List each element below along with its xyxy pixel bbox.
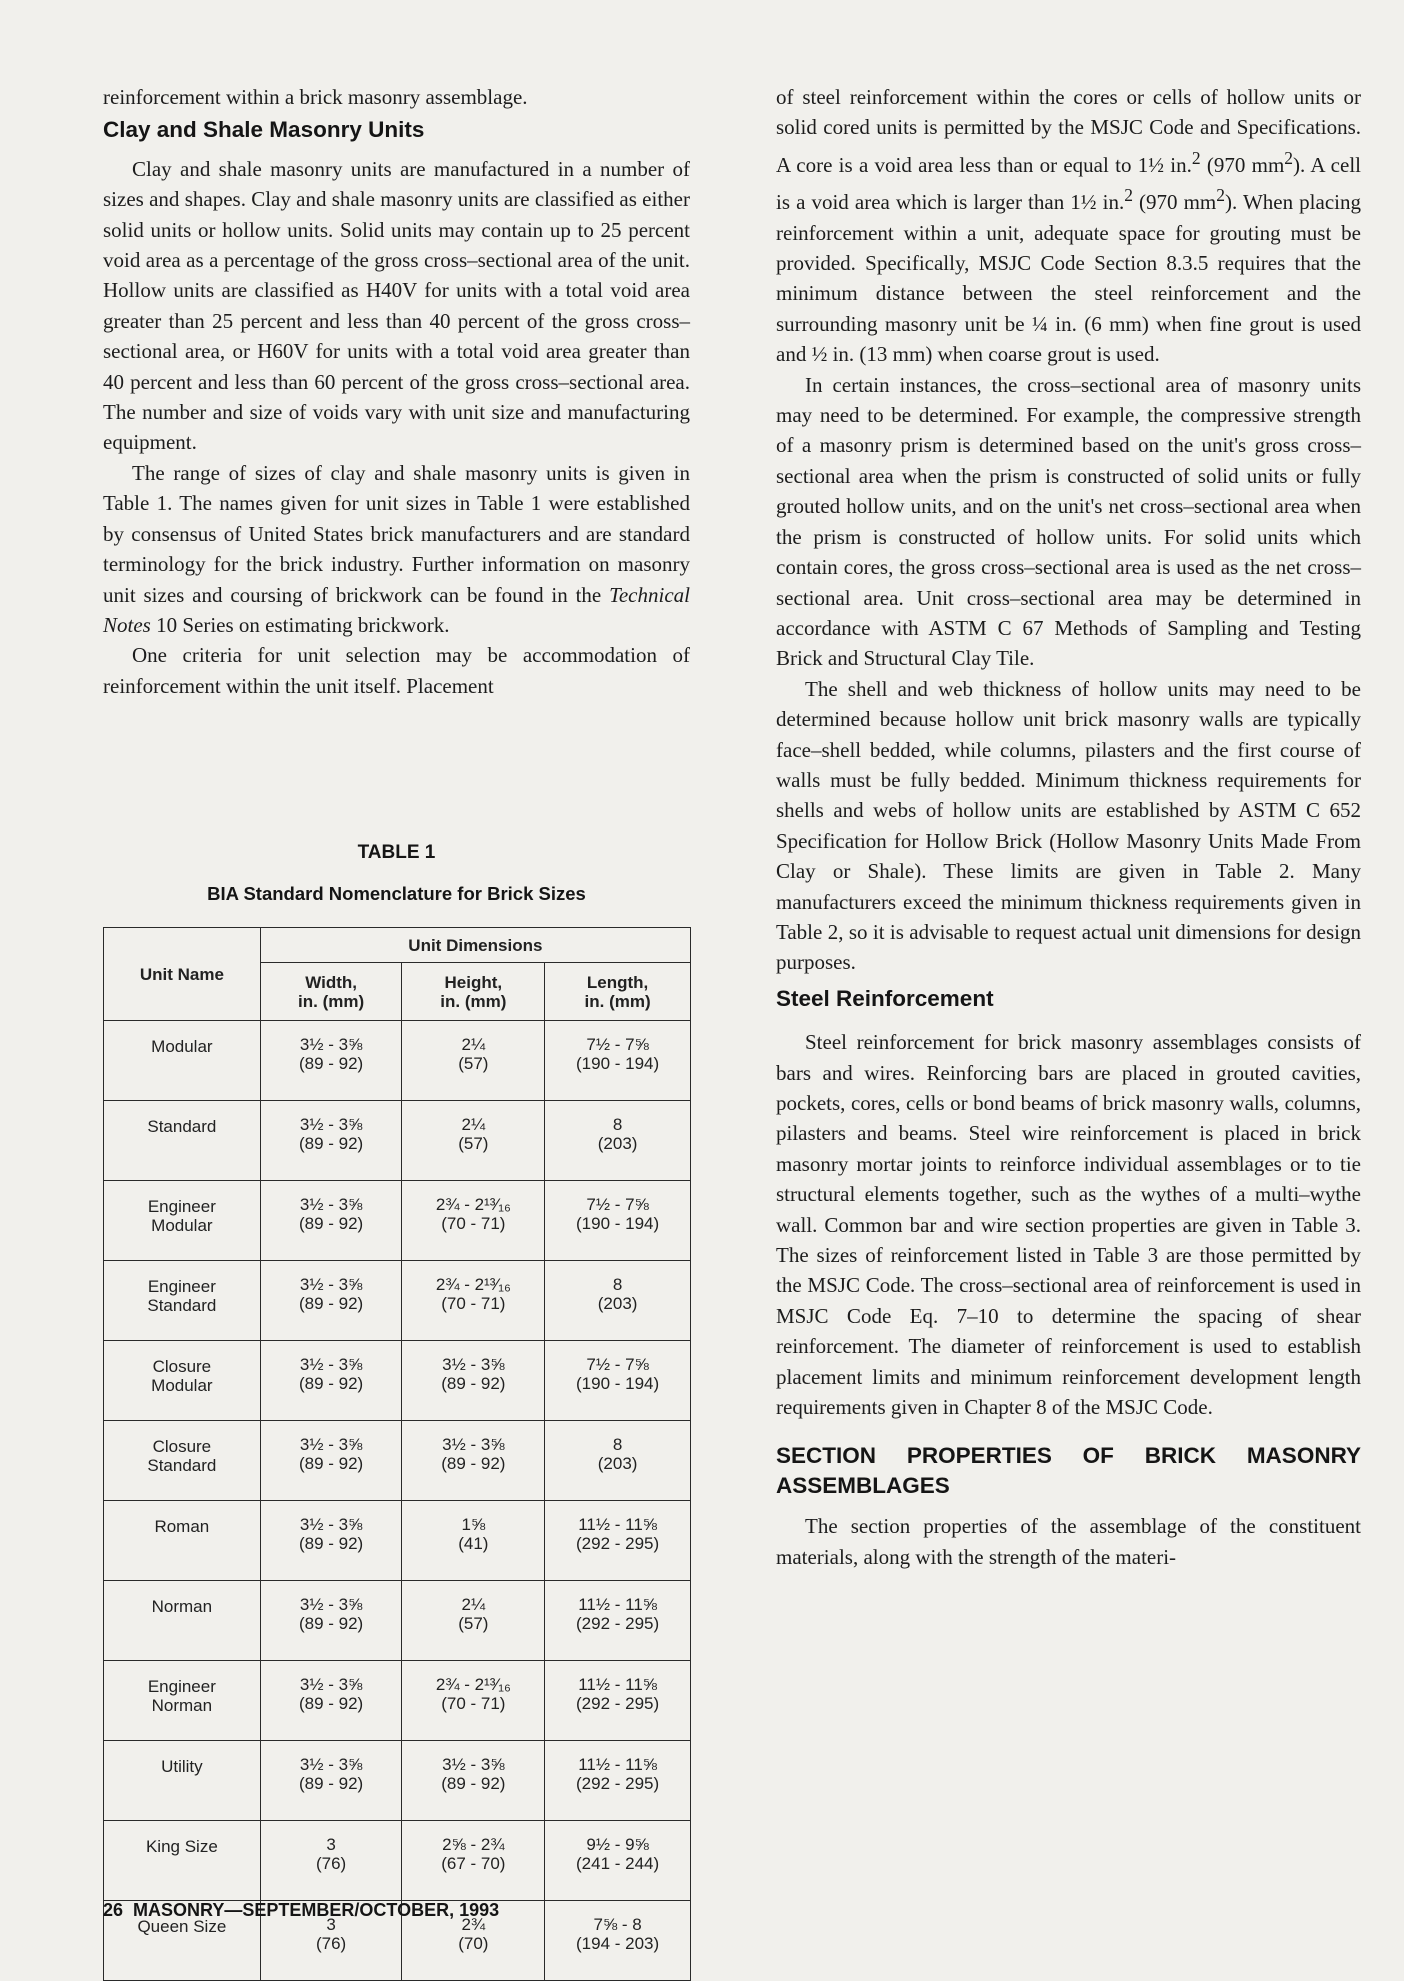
paragraph: One criteria for unit selection may be accommodation of reinforcement within the unit itself. Placement bbox=[103, 643, 690, 698]
length-cell: 7½ - 7⅝ (190 - 194) bbox=[545, 1341, 691, 1421]
paragraph: Clay and shale masonry units are manufactured in a number of sizes and shapes. Clay and shale masonry units are classified as either solid units or hollow units. Solid units may contain up to 25 percent void area as a percentage of the gross cross–sectional area of the unit. Hollow units are classified as H40V for units with a total void area greater than 25 percent and less than 40 percent of the gross cross–sectional area, or H60V for units with a total void area greater than 40 percent and less than 60 percent of the gross cross–sectional area. The number and size of voids vary with unit size and manufacturing equipment. bbox=[103, 156, 690, 455]
paragraph-text: ). When placing reinforcement within a unit, adequate space for grouting must be provided. Specifically, MSJC Code Section 8.3.5 requires that the minimum distance between the steel reinforcement and the surrounding masonry unit be ¼ in. (6 mm) when fine grout is used and ½ in. (13 mm) when coarse grout is used. bbox=[776, 190, 1361, 367]
table-row bbox=[104, 1101, 691, 1181]
table-row bbox=[104, 1261, 691, 1341]
table-row bbox=[104, 1021, 691, 1101]
header-unit-name: Unit Name bbox=[104, 928, 261, 1021]
unit-name-cell: Roman bbox=[104, 1501, 261, 1581]
length-cell: 11½ - 11⅝ (292 - 295) bbox=[545, 1741, 691, 1821]
paragraph bbox=[103, 458, 690, 640]
intro-line: reinforcement within a brick masonry assemblage. bbox=[103, 85, 528, 109]
header-width: Width, in. (mm) bbox=[260, 963, 402, 1021]
header-unit-dimensions: Unit Dimensions bbox=[260, 928, 690, 963]
height-cell: 3½ - 3⅝ (89 - 92) bbox=[402, 1341, 545, 1421]
width-cell: 3½ - 3⅝ (89 - 92) bbox=[260, 1501, 402, 1581]
table-row bbox=[104, 1501, 691, 1581]
height-cell: 2¾ (70) bbox=[402, 1901, 545, 1981]
table-title: BIA Standard Nomenclature for Brick Sizes bbox=[207, 883, 586, 904]
table-number: TABLE 1 bbox=[357, 842, 436, 863]
superscript: 2 bbox=[1191, 147, 1201, 168]
page-number: 26 bbox=[103, 1900, 124, 1920]
width-cell: 3½ - 3⅝ (89 - 92) bbox=[260, 1261, 402, 1341]
heading-steel-reinforcement: Steel Reinforcement bbox=[776, 985, 994, 1011]
table-row bbox=[104, 1421, 691, 1501]
length-cell: 11½ - 11⅝ (292 - 295) bbox=[545, 1661, 691, 1741]
height-cell: 2¾ - 2¹³⁄₁₆ (70 - 71) bbox=[402, 1181, 545, 1261]
length-cell: 9½ - 9⅝ (241 - 244) bbox=[545, 1821, 691, 1901]
unit-name-cell: Engineer Norman bbox=[104, 1661, 261, 1741]
page-footer bbox=[103, 1900, 499, 1921]
width-cell: 3½ - 3⅝ (89 - 92) bbox=[260, 1581, 402, 1661]
length-cell: 7½ - 7⅝ (190 - 194) bbox=[545, 1021, 691, 1101]
paragraph: In certain instances, the cross–sectional area of masonry units may need to be determined. For example, the compressive strength of a masonry prism is determined based on the unit's gross cross–sectional area when the prism is constructed of solid units or fully grouted hollow units, and on the unit's net cross–sectional area when the prism is constructed of hollow units. For solid units which contain cores, the gross cross–sectional area is used as the net cross–sectional area. Unit cross–sectional area may be determined in accordance with ASTM C 67 Methods of Sampling and Testing Brick and Structural Clay Tile. bbox=[776, 372, 1361, 671]
length-cell: 11½ - 11⅝ (292 - 295) bbox=[545, 1501, 691, 1581]
superscript: 2 bbox=[1216, 185, 1226, 206]
width-cell: 3½ - 3⅝ (89 - 92) bbox=[260, 1101, 402, 1181]
width-cell: 3½ - 3⅝ (89 - 92) bbox=[260, 1021, 402, 1101]
heading-section-properties: SECTION PROPERTIES OF BRICK MASONRY ASSEMBLAGES bbox=[776, 1443, 1361, 1499]
unit-name-cell: Norman bbox=[104, 1581, 261, 1661]
length-cell: 11½ - 11⅝ (292 - 295) bbox=[545, 1581, 691, 1661]
superscript: 2 bbox=[1124, 185, 1133, 206]
unit-name-cell: Engineer Standard bbox=[104, 1261, 261, 1341]
table-row bbox=[104, 1821, 691, 1901]
length-cell: 8 (203) bbox=[545, 1421, 691, 1501]
paragraph-text: ). A cell is a void area which is larger than 1½ in. bbox=[776, 152, 1361, 215]
width-cell: 3½ - 3⅝ (89 - 92) bbox=[260, 1181, 402, 1261]
table-row bbox=[104, 1741, 691, 1821]
paragraph-text: The range of sizes of clay and shale masonry units is given in Table 1. The names given for unit sizes in Table 1 were established by consensus of United States brick manufacturers and are standard terminology for the brick industry. Further information on masonry unit sizes and coursing of brickwork can be found in the bbox=[103, 460, 690, 607]
length-cell: 8 (203) bbox=[545, 1261, 691, 1341]
paragraph-text: (970 mm bbox=[1132, 190, 1217, 215]
unit-name-cell: King Size bbox=[104, 1821, 261, 1901]
paragraph: Steel reinforcement for brick masonry assemblages consists of bars and wires. Reinforcing bars are placed in grouted cavities, pockets, cores, cells or bond beams of brick masonry walls, columns, pilasters and beams. Steel wire reinforcement is placed in brick masonry mortar joints to reinforce individual assemblages or to tie structural elements together, such as the wythes of a multi–wythe wall. Common bar and wire section properties are given in Table 3. The sizes of reinforcement listed in Table 3 are those permitted by the MSJC Code. The cross–sectional area of reinforcement is used in MSJC Code Eq. 7–10 to determine the spacing of shear reinforcement. The diameter of reinforcement is used to establish placement limits and minimum reinforcement development length requirements given in Chapter 8 of the MSJC Code. bbox=[776, 1030, 1361, 1420]
width-cell: 3½ - 3⅝ (89 - 92) bbox=[260, 1741, 402, 1821]
table-row bbox=[104, 1341, 691, 1421]
table-row bbox=[104, 1581, 691, 1661]
unit-name-cell: Queen Size bbox=[104, 1901, 261, 1981]
superscript: 2 bbox=[1284, 147, 1294, 168]
unit-name-cell: Standard bbox=[104, 1101, 261, 1181]
height-cell: 2¼ (57) bbox=[402, 1021, 545, 1101]
width-cell: 3½ - 3⅝ (89 - 92) bbox=[260, 1661, 402, 1741]
header-length: Length, in. (mm) bbox=[545, 963, 691, 1021]
paragraph-text: of steel reinforcement within the cores or cells of hollow units or solid cored units is permitted by the MSJC Code and Specifications. A core is a void area less than or equal to 1½ in. bbox=[776, 85, 1361, 177]
unit-name-cell: Modular bbox=[104, 1021, 261, 1101]
length-cell: 7½ - 7⅝ (190 - 194) bbox=[545, 1181, 691, 1261]
width-cell: 3 (76) bbox=[260, 1821, 402, 1901]
unit-name-cell: Engineer Modular bbox=[104, 1181, 261, 1261]
brick-sizes-table bbox=[103, 927, 691, 1981]
height-cell: 3½ - 3⅝ (89 - 92) bbox=[402, 1741, 545, 1821]
publication-info: MASONRY—SEPTEMBER/OCTOBER, 1993 bbox=[133, 1900, 500, 1920]
paragraph-text: 10 Series on estimating brickwork. bbox=[150, 612, 450, 637]
table-row bbox=[104, 1661, 691, 1741]
table-body bbox=[104, 1021, 691, 1981]
paragraph: The shell and web thickness of hollow units may need to be determined because hollow unit brick masonry walls are typically face–shell bedded, while columns, pilasters and the first course of walls must be fully bedded. Minimum thickness requirements for shells and webs of hollow units are established by ASTM C 652 Specification for Hollow Brick (Hollow Masonry Units Made From Clay or Shale). These limits are given in Table 2. Many manufacturers exceed the minimum thickness requirements given in Table 2, so it is advisable to request actual unit dimensions for design purposes. bbox=[776, 676, 1361, 975]
paragraph-text: (970 mm bbox=[1200, 152, 1285, 177]
paragraph bbox=[776, 82, 1361, 370]
length-cell: 7⅝ - 8 (194 - 203) bbox=[545, 1901, 691, 1981]
length-cell: 8 (203) bbox=[545, 1101, 691, 1181]
height-cell: 2⅝ - 2¾ (67 - 70) bbox=[402, 1821, 545, 1901]
unit-name-cell: Closure Modular bbox=[104, 1341, 261, 1421]
table-row bbox=[104, 1181, 691, 1261]
height-cell: 1⅝ (41) bbox=[402, 1501, 545, 1581]
height-cell: 2¼ (57) bbox=[402, 1101, 545, 1181]
height-cell: 2¾ - 2¹³⁄₁₆ (70 - 71) bbox=[402, 1661, 545, 1741]
heading-clay-shale: Clay and Shale Masonry Units bbox=[103, 117, 425, 143]
height-cell: 2¼ (57) bbox=[402, 1581, 545, 1661]
italic-title: Technical Notes bbox=[103, 582, 690, 637]
unit-name-cell: Utility bbox=[104, 1741, 261, 1821]
left-column bbox=[103, 82, 690, 701]
height-cell: 2¾ - 2¹³⁄₁₆ (70 - 71) bbox=[402, 1261, 545, 1341]
width-cell: 3 (76) bbox=[260, 1901, 402, 1981]
paragraph: The section properties of the assemblage of the constituent materials, along with the strength of the materi- bbox=[776, 1514, 1361, 1569]
unit-name-cell: Closure Standard bbox=[104, 1421, 261, 1501]
width-cell: 3½ - 3⅝ (89 - 92) bbox=[260, 1341, 402, 1421]
height-cell: 3½ - 3⅝ (89 - 92) bbox=[402, 1421, 545, 1501]
header-height: Height, in. (mm) bbox=[402, 963, 545, 1021]
right-column bbox=[776, 82, 1361, 1572]
width-cell: 3½ - 3⅝ (89 - 92) bbox=[260, 1421, 402, 1501]
